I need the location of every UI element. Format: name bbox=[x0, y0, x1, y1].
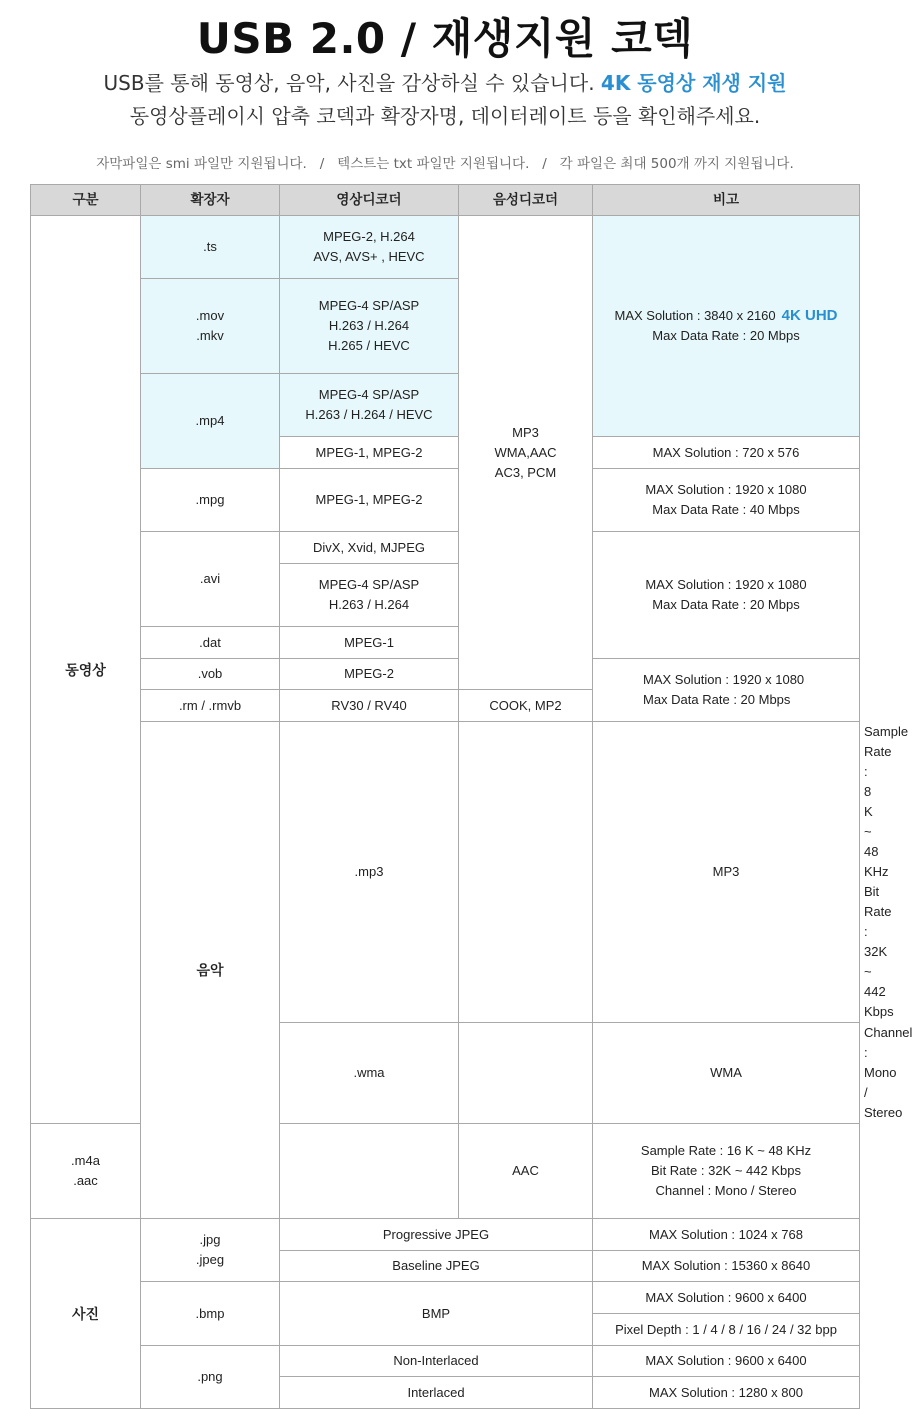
header-video-decoder: 영상디코더 bbox=[280, 185, 459, 216]
table-header-row bbox=[31, 185, 860, 216]
ext-wma: .wma bbox=[280, 1023, 459, 1124]
support-note: 자막파일은 smi 파일만 지원됩니다. / 텍스트는 txt 파일만 지원됩니다. / 각 파일은 최대 500개 까지 지원됩니다. bbox=[96, 156, 794, 172]
adec-wma: WMA bbox=[593, 1023, 860, 1124]
vdec-avi-1: DivX, Xvid, MJPEG bbox=[280, 532, 459, 564]
subtitle-line-2: 동영상플레이시 압축 코덱과 확장자명, 데이터레이트 등을 확인해주세요. bbox=[129, 104, 761, 128]
note-bmp-resolution: MAX Solution : 9600 x 6400 bbox=[593, 1282, 860, 1314]
dec-png-non-interlaced: Non-Interlaced bbox=[280, 1346, 593, 1377]
ext-mov-mkv: .mov .mkv bbox=[141, 279, 280, 374]
ext-mp4: .mp4 bbox=[141, 374, 280, 469]
table-row: .wma WMA Channel : Mono / Stereo bbox=[31, 1023, 860, 1124]
header-audio-decoder: 음성디코더 bbox=[459, 185, 593, 216]
ext-m4a-aac: .m4a .aac bbox=[31, 1124, 141, 1219]
note-4k-uhd: MAX Solution : 3840 x 2160 4K UHD Max Data Rate : 20 Mbps bbox=[593, 216, 860, 437]
ext-png: .png bbox=[141, 1346, 280, 1409]
vdec-mp4-sd: MPEG-1, MPEG-2 bbox=[280, 437, 459, 469]
ext-vob: .vob bbox=[141, 659, 280, 690]
dec-bmp: BMP bbox=[280, 1282, 593, 1346]
table-row bbox=[31, 216, 860, 279]
table-row bbox=[31, 469, 860, 532]
vdec-mpg: MPEG-1, MPEG-2 bbox=[280, 469, 459, 532]
adec-rm: COOK, MP2 bbox=[459, 690, 593, 722]
vdec-m4a-empty bbox=[280, 1124, 459, 1219]
4k-uhd-badge: 4K UHD bbox=[781, 307, 838, 324]
note-jpg-progressive: MAX Solution : 1024 x 768 bbox=[593, 1219, 860, 1251]
vdec-wma-empty bbox=[459, 1023, 593, 1124]
vdec-rm: RV30 / RV40 bbox=[280, 690, 459, 722]
note-bmp-depth: Pixel Depth : 1 / 4 / 8 / 16 / 24 / 32 bpp bbox=[593, 1314, 860, 1346]
note-vob-rm: MAX Solution : 1920 x 1080 Max Data Rate : 20 Mbps bbox=[593, 659, 860, 722]
codec-table bbox=[30, 184, 912, 1409]
vdec-vob: MPEG-2 bbox=[280, 659, 459, 690]
note-mp4-sd: MAX Solution : 720 x 576 bbox=[593, 437, 860, 469]
category-video: 동영상 bbox=[31, 216, 141, 1124]
vdec-mp4-hd: MPEG-4 SP/ASP H.263 / H.264 / HEVC bbox=[280, 374, 459, 437]
vdec-mov-mkv: MPEG-4 SP/ASP H.263 / H.264 H.265 / HEVC bbox=[280, 279, 459, 374]
dec-progressive-jpeg: Progressive JPEG bbox=[280, 1219, 593, 1251]
vdec-mp3-empty bbox=[459, 722, 593, 1023]
ext-ts: .ts bbox=[141, 216, 280, 279]
note-m4a: Sample Rate : 16 K ~ 48 KHz Bit Rate : 32K ~ 442 Kbps Channel : Mono / Stereo bbox=[593, 1124, 860, 1219]
ext-mp3: .mp3 bbox=[280, 722, 459, 1023]
note-png-interlaced: MAX Solution : 1280 x 800 bbox=[593, 1377, 860, 1409]
table-row bbox=[31, 1346, 860, 1377]
ext-rm-rmvb: .rm / .rmvb bbox=[141, 690, 280, 722]
ext-jpg-jpeg: .jpg .jpeg bbox=[141, 1219, 280, 1282]
note-jpg-baseline: MAX Solution : 15360 x 8640 bbox=[593, 1251, 860, 1282]
header-remarks: 비고 bbox=[593, 185, 860, 216]
adec-video-main: MP3 WMA,AAC AC3, PCM bbox=[459, 216, 593, 690]
table-row bbox=[31, 532, 860, 564]
header-extension: 확장자 bbox=[141, 185, 280, 216]
adec-mp3: MP3 bbox=[593, 722, 860, 1023]
note-mpg: MAX Solution : 1920 x 1080 Max Data Rate : 40 Mbps bbox=[593, 469, 860, 532]
vdec-dat: MPEG-1 bbox=[280, 627, 459, 659]
adec-m4a: AAC bbox=[459, 1124, 593, 1219]
ext-mpg: .mpg bbox=[141, 469, 280, 532]
note-avi: MAX Solution : 1920 x 1080 Max Data Rate : 20 Mbps bbox=[593, 532, 860, 659]
page-title: USB 2.0 / 재생지원 코덱 bbox=[196, 14, 694, 63]
ext-dat: .dat bbox=[141, 627, 280, 659]
header-category: 구분 bbox=[31, 185, 141, 216]
ext-avi: .avi bbox=[141, 532, 280, 627]
vdec-avi-2: MPEG-4 SP/ASP H.263 / H.264 bbox=[280, 564, 459, 627]
dec-baseline-jpeg: Baseline JPEG bbox=[280, 1251, 593, 1282]
vdec-ts: MPEG-2, H.264 AVS, AVS+ , HEVC bbox=[280, 216, 459, 279]
ext-bmp: .bmp bbox=[141, 1282, 280, 1346]
table-row bbox=[31, 1282, 860, 1314]
note-png-non-interlaced: MAX Solution : 9600 x 6400 bbox=[593, 1346, 860, 1377]
table-row: 음악 .mp3 MP3 Sample Rate : 8 K ~ 48 KHz Bit Rate : 32K ~ 442 Kbps bbox=[31, 722, 860, 1023]
subtitle-line-1 bbox=[0, 67, 890, 96]
subtitle-text: USB를 통해 동영상, 음악, 사진을 감상하실 수 있습니다. bbox=[103, 71, 595, 95]
category-photo: 사진 bbox=[31, 1219, 141, 1409]
dec-png-interlaced: Interlaced bbox=[280, 1377, 593, 1409]
subtitle-4k-accent: 4K 동영상 재생 지원 bbox=[600, 71, 787, 95]
table-row bbox=[31, 659, 860, 690]
table-row bbox=[31, 1219, 860, 1251]
category-music: 음악 bbox=[141, 722, 280, 1219]
